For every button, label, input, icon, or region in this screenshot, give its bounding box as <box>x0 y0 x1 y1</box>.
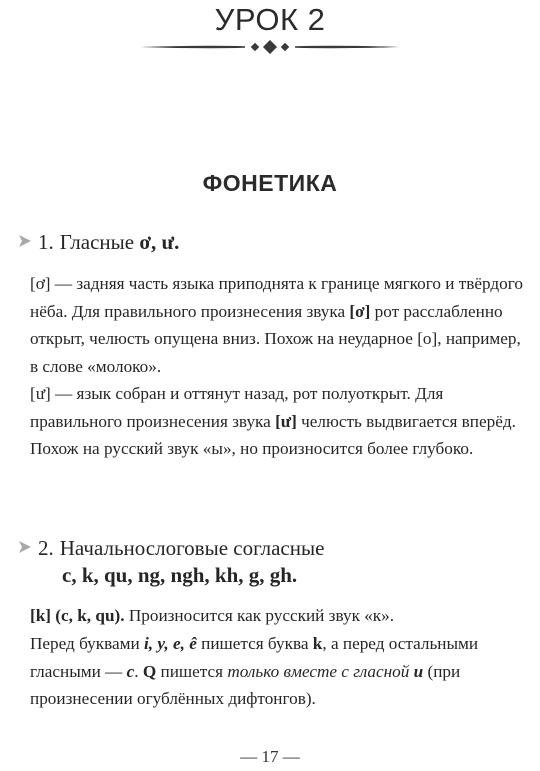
letter-q: Q <box>142 661 157 681</box>
symbol-o: [ơ] <box>30 274 51 293</box>
symbol-o-bold: [ơ] <box>349 301 371 321</box>
paragraph-k-pronunciation: [k] (c, k, qu). Произносится как русский звук «к». <box>30 606 395 625</box>
paragraph-vowel-o: [ơ] — задняя часть языка приподнята к границе мягкого и твёрдого нёба. Для правильного произнесения звука [ơ] рот расслабленно открыт, челюсть опущена вниз. Похож на неударное [o], например, в слове «молоко». <box>30 274 523 376</box>
only-with-vowel: только вместе с гласной <box>227 661 410 681</box>
item-1-sounds: ơ, ư. <box>139 230 180 254</box>
letter-u: u <box>413 661 424 681</box>
item-1-number: 1. <box>38 230 54 254</box>
letter-k: k <box>312 634 323 653</box>
symbol-u-bold: [ư] <box>275 411 297 431</box>
item-1-heading <box>18 229 179 256</box>
k-lead: [k] (c, k, qu). <box>30 606 125 625</box>
item-2-heading <box>18 535 324 589</box>
paragraph-vowel-u: [ư] — язык собран и оттянут назад, рот полуоткрыт. Для правильного произнесения звука [ư] челюсть выдвигается вперёд. Похож на русский звук «ы», но произносится более глубоко. <box>30 384 516 458</box>
item-1-title: Гласные <box>59 230 135 254</box>
front-vowels: i, y, e, ê <box>144 634 197 653</box>
item-2-title: Начальнослоговые согласные <box>59 536 325 560</box>
divider-ornament <box>140 40 400 54</box>
arrow-bullet-icon <box>18 540 32 554</box>
item-2-letters: c, k, qu, ng, ngh, kh, g, gh. <box>62 563 298 587</box>
arrow-bullet-icon <box>18 234 32 248</box>
lesson-title: УРОК 2 <box>214 2 326 37</box>
paragraph-k-spelling: Перед буквами i, y, e, ê пишется буква k, а перед остальными гласными — c. Q пишется только вместе с гласной u (при произнесении огублённых дифтонгов). <box>30 634 479 708</box>
item-2-number: 2. <box>38 536 54 560</box>
section-heading: ФОНЕТИКА <box>202 170 338 196</box>
page-number: — 17 — <box>240 747 300 766</box>
letter-c: c <box>126 661 135 681</box>
symbol-u: [ư] <box>30 384 51 403</box>
